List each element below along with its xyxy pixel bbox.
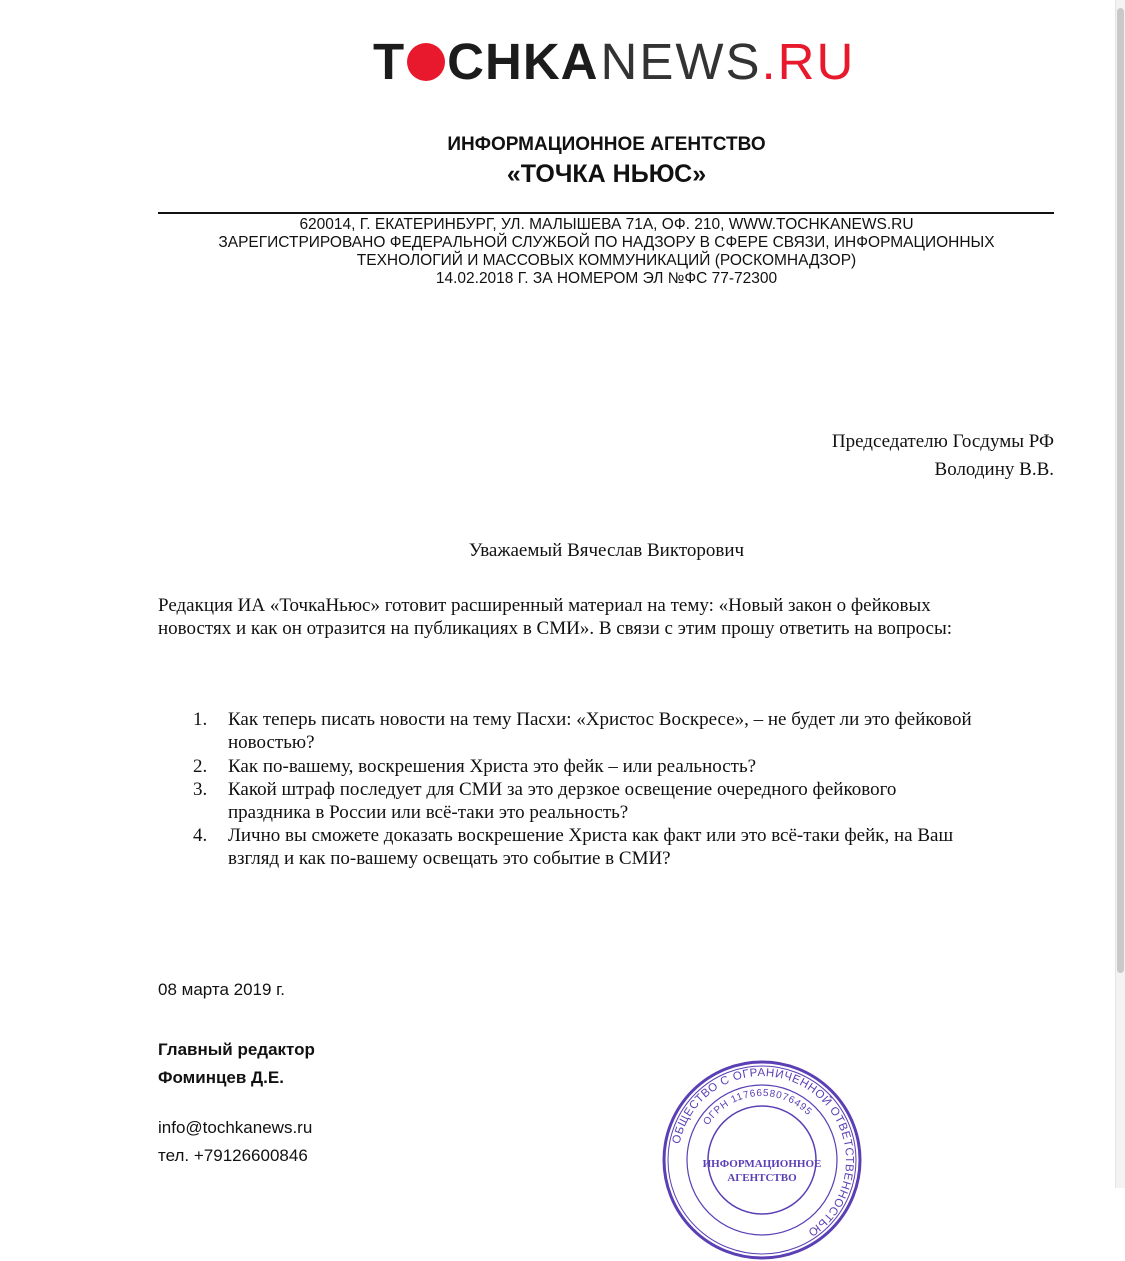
- question-number: 4.: [193, 825, 208, 846]
- question-number: 2.: [193, 756, 208, 777]
- question-text: [228, 778, 1058, 824]
- logo-text-light: NEWS: [600, 32, 762, 90]
- intro-line: новостях и как он отразится на публикациях в СМИ». В связи с этим прошу ответить на вопросы:: [158, 618, 953, 639]
- registration-line: 14.02.2018 Г. ЗА НОМЕРОМ ЭЛ №ФС 77-72300: [435, 270, 778, 287]
- question-line: Как теперь писать новости на тему Пасхи: «Христос Воскресе», – не будет ли это фейковой: [228, 709, 972, 730]
- question-number: 3.: [193, 779, 208, 800]
- site-logo: [373, 32, 855, 90]
- addressee-name: Володину В.В.: [934, 459, 1054, 480]
- registration-block: [0, 216, 1125, 288]
- stamp-ring-textpath: ОБЩЕСТВО С ОГРАНИЧЕННОЙ ОТВЕТСТВЕННОСТЬЮ: [670, 1066, 856, 1239]
- registration-line: ТЕХНОЛОГИЙ И МАССОВЫХ КОММУНИКАЦИЙ (РОСКОМНАДЗОР): [356, 252, 857, 269]
- contact-phone: тел. +79126600846: [158, 1146, 308, 1165]
- registration-line: ЗАРЕГИСТРИРОВАНО ФЕДЕРАЛЬНОЙ СЛУЖБОЙ ПО НАДЗОРУ В СФЕРЕ СВЯЗИ, ИНФОРМАЦИОННЫХ: [218, 234, 995, 251]
- registration-line: 620014, Г. ЕКАТЕРИНБУРГ, УЛ. МАЛЫШЕВА 71А, ОФ. 210, WWW.TOCHKANEWS.RU: [299, 216, 914, 233]
- contact-email: info@tochkanews.ru: [158, 1118, 313, 1137]
- question-text: [228, 824, 1058, 870]
- stamp-center-line-2: АГЕНТСТВО: [727, 1172, 797, 1184]
- logo-text-domain: .RU: [761, 32, 856, 90]
- logo-red-dot: [407, 43, 445, 81]
- stamp-ogrn-textpath: ОГРН 1176658076495: [701, 1087, 814, 1128]
- question-text: [228, 708, 1058, 754]
- signer-title: Главный редактор: [158, 1040, 315, 1059]
- question-line: взгляд и как по-вашему освещать это событие в СМИ?: [228, 848, 671, 869]
- question-line: Как по-вашему, воскрешения Христа это фейк – или реальность?: [228, 756, 757, 777]
- agency-type: ИНФОРМАЦИОННОЕ АГЕНТСТВО: [447, 134, 766, 155]
- signature-block: [158, 1036, 315, 1092]
- letter-date: 08 марта 2019 г.: [158, 980, 286, 999]
- question-line: новостью?: [228, 732, 315, 753]
- logo-text-bold: CHKA: [447, 32, 599, 90]
- agency-name: «ТОЧКА НЬЮС»: [506, 160, 707, 188]
- letter-intro: [158, 594, 1058, 640]
- addressee-position: Председателю Госдумы РФ: [831, 431, 1054, 452]
- question-number: 1.: [193, 709, 208, 730]
- question-line: праздника в России или всё-таки это реальность?: [228, 802, 629, 823]
- contact-block: [158, 1114, 312, 1170]
- question-line: Лично вы сможете доказать воскрешение Христа как факт или это всё-таки фейк, на Ваш: [228, 825, 954, 846]
- addressee-block: [832, 428, 1054, 484]
- company-stamp: [661, 1059, 863, 1261]
- signer-name: Фоминцев Д.Е.: [158, 1068, 284, 1087]
- intro-line: Редакция ИА «ТочкаНьюс» готовит расширенный материал на тему: «Новый закон о фейковых: [158, 595, 931, 616]
- question-text: [228, 755, 1058, 778]
- stamp-center-line-1: ИНФОРМАЦИОННОЕ: [702, 1158, 822, 1170]
- letter-greeting: Уважаемый Вячеслав Викторович: [468, 540, 745, 561]
- logo-text-start: T: [373, 32, 406, 90]
- header-divider: [158, 212, 1054, 214]
- question-line: Какой штраф последует для СМИ за это дерзкое освещение очередного фейкового: [228, 779, 897, 800]
